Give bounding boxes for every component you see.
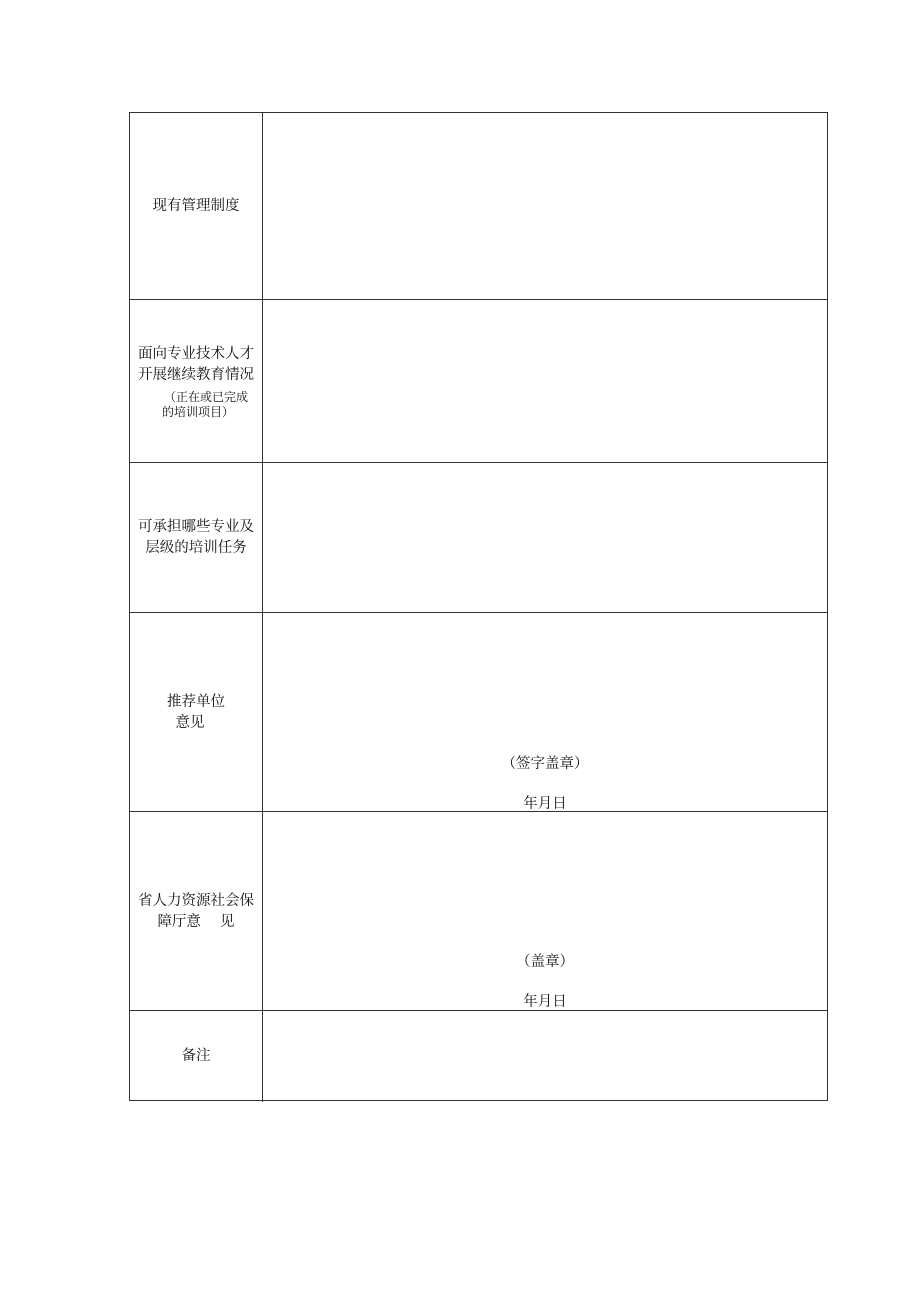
- label-provincial-hr-line1: 省人力资源社会保: [138, 892, 254, 909]
- label-cell: [130, 113, 263, 299]
- note-line2: 的培训项目）: [161, 404, 234, 419]
- row-recommending-unit: [130, 612, 827, 812]
- label-training-tasks-line1: 可承担哪些专业及: [138, 519, 254, 535]
- input-area-recommending-unit[interactable]: [263, 613, 827, 812]
- label-cell: [130, 812, 263, 1011]
- input-area-provincial-hr[interactable]: [263, 812, 827, 1011]
- note-training-projects: [144, 390, 248, 420]
- input-area-remarks[interactable]: [263, 1011, 827, 1102]
- stamp-text: （盖章）: [516, 954, 574, 970]
- label-management-system: 现有管理制度: [152, 197, 240, 214]
- application-form-table: [129, 112, 828, 1101]
- label-continuing-education-line2: 开展继续教育情况: [138, 366, 254, 383]
- label-recommending-unit-line2: 意见: [175, 714, 205, 731]
- label-cell: [130, 613, 263, 812]
- label-recommending-unit-line1: 推荐单位: [167, 693, 225, 710]
- note-line1: （正在或已完成: [163, 389, 248, 404]
- row-continuing-education: [130, 299, 827, 463]
- sign-and-stamp-text: （签字盖章）: [501, 756, 589, 772]
- row-management-system: [130, 113, 827, 299]
- label-cell: [130, 300, 263, 463]
- label-provincial-hr-line2: 障厅意 见: [157, 913, 235, 930]
- label-remarks: 备注: [181, 1048, 211, 1064]
- input-area-training-tasks[interactable]: [263, 463, 827, 613]
- input-area-management-system[interactable]: [263, 113, 827, 299]
- label-cell: [130, 1011, 263, 1102]
- label-cell: [130, 463, 263, 613]
- label-continuing-education-line1: 面向专业技术人才: [138, 345, 254, 362]
- row-training-tasks: [130, 462, 827, 613]
- row-provincial-hr-dept: [130, 811, 827, 1011]
- input-area-continuing-education[interactable]: [263, 300, 827, 463]
- label-training-tasks-line2: 层级的培训任务: [145, 540, 247, 556]
- date-text: 年月日: [523, 796, 567, 812]
- date-text: 年月日: [523, 994, 567, 1010]
- row-remarks: [130, 1010, 827, 1102]
